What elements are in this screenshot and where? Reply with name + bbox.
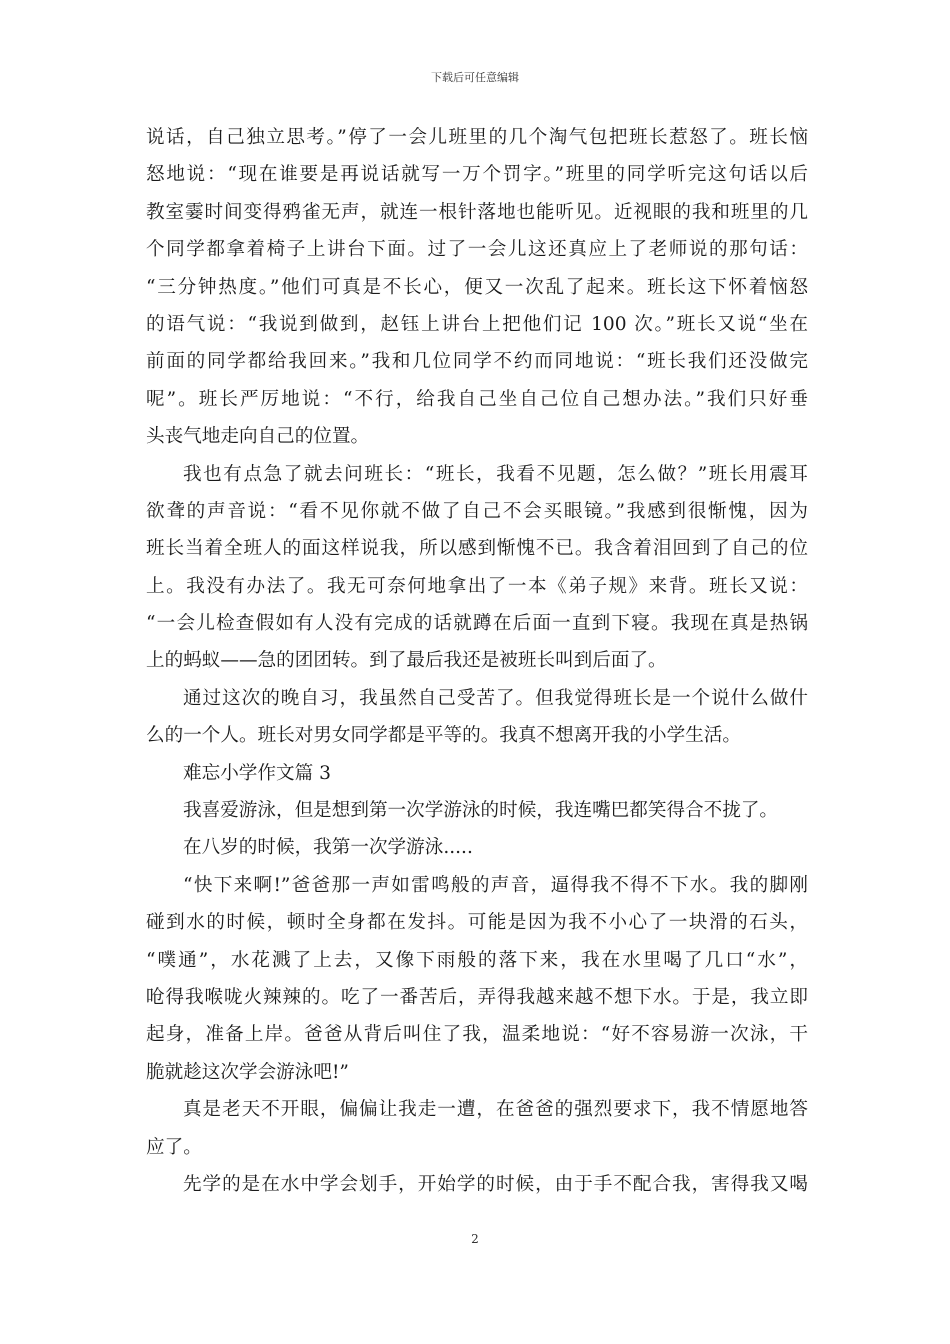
text-line: 个同学都拿着椅子上讲台下面。过了一会儿这还真应上了老师说的那句话： <box>146 239 808 261</box>
text-line: 呢”。班长严厉地说：“不行，给我自己坐自己位自己想办法。”我们只好垂 <box>146 388 808 410</box>
text-line: 在八岁的时候，我第一次学游泳..... <box>183 837 473 859</box>
text-line: 通过这次的晚自习，我虽然自己受苦了。但我觉得班长是一个说什么做什 <box>183 687 808 709</box>
text-line: 么的一个人。班长对男女同学都是平等的。我真不想离开我的小学生活。 <box>146 725 742 747</box>
text-line: 真是老天不开眼，偏偏让我走一遭，在爸爸的强烈要求下，我不情愿地答 <box>183 1099 808 1121</box>
text-line: 脆就趁这次学会游泳吧!” <box>146 1061 349 1083</box>
text-line: 欲聋的声音说：“看不见你就不做了自己不会买眼镜。”我感到很惭愧，因为 <box>146 500 808 522</box>
text-line: 怒地说：“现在谁要是再说话就写一万个罚字。”班里的同学听完这句话以后 <box>146 164 808 186</box>
text-line: 班长当着全班人的面这样说我，所以感到惭愧不已。我含着泪回到了自己的位 <box>146 538 808 560</box>
text-line: 说话，自己独立思考。”停了一会儿班里的几个淘气包把班长惹怒了。班长恼 <box>146 127 808 148</box>
text-line: 先学的是在水中学会划手，开始学的时候，由于手不配合我，害得我又喝 <box>183 1173 808 1195</box>
text-line: “三分钟热度。”他们可真是不长心，便又一次乱了起来。班长这下怀着恼怒 <box>146 276 808 298</box>
text-line: 呛得我喉咙火辣辣的。吃了一番苦后，弄得我越来越不想下水。于是，我立即 <box>146 986 808 1008</box>
text-line: “快下来啊!”爸爸那一声如雷鸣般的声音，逼得我不得不下水。我的脚刚 <box>183 874 808 896</box>
text-line: 上的蚂蚁——急的团团转。到了最后我还是被班长叫到后面了。 <box>146 650 667 672</box>
text-line: 的语气说：“我说到做到，赵钰上讲台上把他们记 100 次。”班长又说“坐在 <box>146 313 808 335</box>
text-line: “一会儿检查假如有人没有完成的话就蹲在后面一直到下寝。我现在真是热锅 <box>146 613 808 635</box>
text-line: 碰到水的时候，顿时全身都在发抖。可能是因为我不小心了一块滑的石头， <box>146 912 808 934</box>
text-line: 应了。 <box>146 1136 202 1158</box>
text-line: 教室霎时间变得鸦雀无声，就连一根针落地也能听见。近视眼的我和班里的几 <box>146 201 808 223</box>
text-line: “噗通”，水花溅了上去，又像下雨般的落下来，我在水里喝了几口“水”， <box>146 949 808 971</box>
text-line: 难忘小学作文篇 3 <box>183 762 331 784</box>
text-line: 上。我没有办法了。我无可奈何地拿出了一本《弟子规》来背。班长又说： <box>146 575 808 597</box>
page-number: 2 <box>471 1232 479 1246</box>
text-line: 我喜爱游泳，但是想到第一次学游泳的时候，我连嘴巴都笑得合不拢了。 <box>183 800 779 822</box>
text-line: 前面的同学都给我回来。”我和几位同学不约而同地说：“班长我们还没做完 <box>146 351 808 373</box>
text-line: 起身，准备上岸。爸爸从背后叫住了我，温柔地说：“好不容易游一次泳，干 <box>146 1024 808 1046</box>
document-body <box>146 119 808 1203</box>
page-header: 下载后可任意编辑 <box>431 71 519 84</box>
text-line: 头丧气地走向自己的位置。 <box>146 426 370 448</box>
text-line: 我也有点急了就去问班长：“班长，我看不见题，怎么做？”班长用震耳 <box>183 463 808 485</box>
